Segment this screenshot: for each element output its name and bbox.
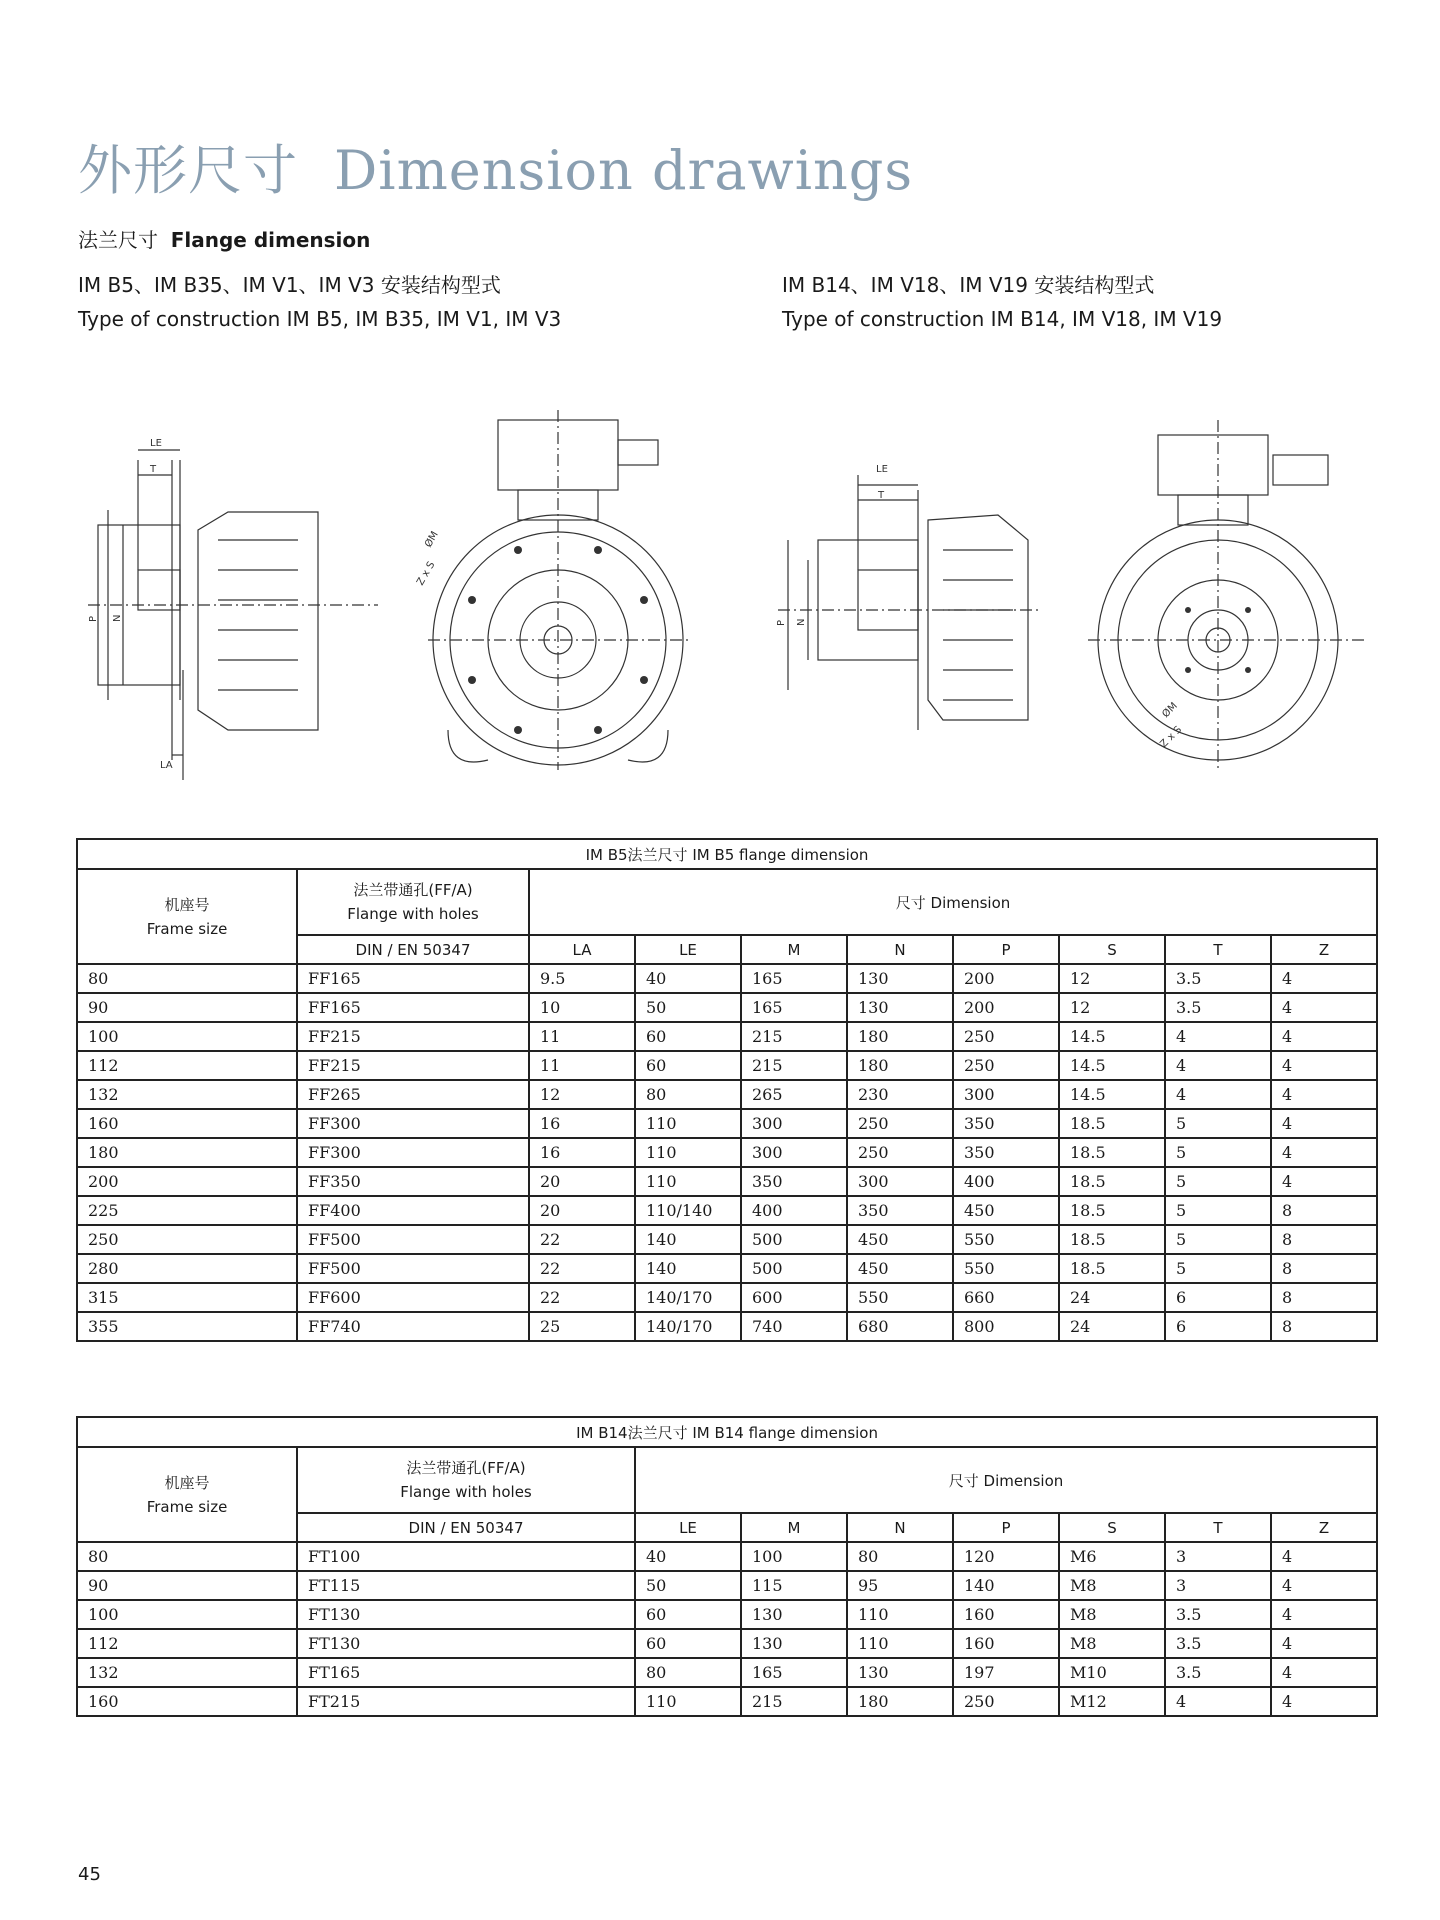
table-row <box>77 1022 1377 1051</box>
table-cell: FT130 <box>297 1629 635 1658</box>
table-cell: FF600 <box>297 1283 529 1312</box>
table-cell: 18.5 <box>1059 1109 1165 1138</box>
table-cell: 12 <box>529 1080 635 1109</box>
table-cell: 3.5 <box>1165 1658 1271 1687</box>
table-cell: 9.5 <box>529 964 635 993</box>
table-cell: 110 <box>635 1109 741 1138</box>
table-cell: 180 <box>847 1687 953 1716</box>
b5-side-view <box>78 400 398 780</box>
table-cell: 22 <box>529 1254 635 1283</box>
table-row <box>77 964 1377 993</box>
b14-front-view <box>1078 400 1378 780</box>
table-cell: 4 <box>1271 993 1377 1022</box>
label-le-b14: LE <box>876 464 888 475</box>
table-cell: 24 <box>1059 1283 1165 1312</box>
table-cell: 130 <box>847 964 953 993</box>
b14-flange-header <box>297 1447 635 1513</box>
b14-frame-size-header <box>77 1447 297 1542</box>
table-cell: 50 <box>635 993 741 1022</box>
table-row <box>77 1629 1377 1658</box>
table-cell: 4 <box>1271 1109 1377 1138</box>
table-cell: 300 <box>953 1080 1059 1109</box>
table-cell: 110/140 <box>635 1196 741 1225</box>
column-header: N <box>847 935 953 964</box>
page-title <box>78 128 913 205</box>
table-cell: 130 <box>847 1658 953 1687</box>
table-cell: FF500 <box>297 1254 529 1283</box>
table-row <box>77 1571 1377 1600</box>
table-cell: 22 <box>529 1283 635 1312</box>
table-cell: 140/170 <box>635 1283 741 1312</box>
table-cell: 22 <box>529 1225 635 1254</box>
table-cell: 250 <box>953 1051 1059 1080</box>
column-header: LE <box>635 1513 741 1542</box>
label-t-b14: T <box>878 490 885 501</box>
table-row <box>77 1225 1377 1254</box>
table-cell: 215 <box>741 1022 847 1051</box>
table-cell: 5 <box>1165 1196 1271 1225</box>
table-cell: FF350 <box>297 1167 529 1196</box>
b5-frame-size-header <box>77 869 297 964</box>
table-cell: FF165 <box>297 993 529 1022</box>
table-cell: 100 <box>77 1600 297 1629</box>
construction-left <box>78 268 561 336</box>
table-cell: 60 <box>635 1600 741 1629</box>
table-cell: 500 <box>741 1225 847 1254</box>
table-cell: 112 <box>77 1051 297 1080</box>
table-cell: 12 <box>1059 964 1165 993</box>
table-cell: 3.5 <box>1165 993 1271 1022</box>
column-header: T <box>1165 935 1271 964</box>
table-cell: 800 <box>953 1312 1059 1341</box>
table-cell: 140 <box>635 1225 741 1254</box>
table-row <box>77 1196 1377 1225</box>
table-cell: 500 <box>741 1254 847 1283</box>
table-cell: M8 <box>1059 1571 1165 1600</box>
table-cell: 350 <box>847 1196 953 1225</box>
table-cell: 6 <box>1165 1312 1271 1341</box>
b5-dimension-header: 尺寸 Dimension <box>529 869 1377 935</box>
table-cell: 20 <box>529 1167 635 1196</box>
table-cell: 130 <box>847 993 953 1022</box>
dimension-drawings <box>78 400 1378 780</box>
table-cell: 300 <box>847 1167 953 1196</box>
b14-flange-en: Flange with holes <box>400 1483 532 1501</box>
table-row <box>77 1109 1377 1138</box>
page-number: 45 <box>78 1864 101 1885</box>
table-cell: 90 <box>77 993 297 1022</box>
label-zs-b5: Z x S <box>415 559 438 588</box>
table-cell: 110 <box>635 1687 741 1716</box>
label-la-b5: LA <box>160 760 173 771</box>
column-header: LE <box>635 935 741 964</box>
table-cell: 4 <box>1271 1138 1377 1167</box>
b5-flange-table <box>76 838 1378 1342</box>
table-cell: 110 <box>847 1600 953 1629</box>
table-cell: 250 <box>847 1109 953 1138</box>
column-header: P <box>953 935 1059 964</box>
table-cell: 18.5 <box>1059 1196 1165 1225</box>
table-cell: 250 <box>953 1687 1059 1716</box>
table-cell: 200 <box>77 1167 297 1196</box>
table-cell: 16 <box>529 1138 635 1167</box>
table-cell: FF500 <box>297 1225 529 1254</box>
table-cell: 740 <box>741 1312 847 1341</box>
table-cell: 5 <box>1165 1254 1271 1283</box>
table-cell: 25 <box>529 1312 635 1341</box>
table-cell: FT115 <box>297 1571 635 1600</box>
table-cell: 315 <box>77 1283 297 1312</box>
table-cell: 215 <box>741 1051 847 1080</box>
table-cell: 215 <box>741 1687 847 1716</box>
table-row <box>77 1687 1377 1716</box>
construction-right <box>782 268 1222 336</box>
table-cell: 80 <box>635 1658 741 1687</box>
label-zs-b14: Z x S <box>1158 724 1185 751</box>
table-cell: FF300 <box>297 1138 529 1167</box>
column-header: Z <box>1271 935 1377 964</box>
table-cell: 350 <box>953 1109 1059 1138</box>
table-cell: 24 <box>1059 1312 1165 1341</box>
table-cell: 80 <box>635 1080 741 1109</box>
construction-left-cn: IM B5、IM B35、IM V1、IM V3 安装结构型式 <box>78 273 501 297</box>
table-cell: 225 <box>77 1196 297 1225</box>
table-cell: FF740 <box>297 1312 529 1341</box>
label-n-b5: N <box>112 614 123 622</box>
table-cell: 5 <box>1165 1167 1271 1196</box>
table-row <box>77 1167 1377 1196</box>
table-cell: 200 <box>953 993 1059 1022</box>
table-cell: 180 <box>77 1138 297 1167</box>
table-cell: 250 <box>847 1138 953 1167</box>
table-cell: 40 <box>635 1542 741 1571</box>
table-cell: 8 <box>1271 1196 1377 1225</box>
table-cell: 110 <box>635 1167 741 1196</box>
table-cell: 14.5 <box>1059 1051 1165 1080</box>
table-cell: 4 <box>1165 1022 1271 1051</box>
table-cell: 112 <box>77 1629 297 1658</box>
table-cell: 250 <box>953 1022 1059 1051</box>
b14-frame-cn: 机座号 <box>164 1473 210 1492</box>
table-cell: 680 <box>847 1312 953 1341</box>
b14-frame-en: Frame size <box>146 1497 228 1516</box>
table-row <box>77 1051 1377 1080</box>
table-cell: FF400 <box>297 1196 529 1225</box>
table-cell: 250 <box>77 1225 297 1254</box>
table-cell: FF300 <box>297 1109 529 1138</box>
table-cell: 14.5 <box>1059 1080 1165 1109</box>
table-cell: 4 <box>1165 1080 1271 1109</box>
table-row <box>77 1080 1377 1109</box>
table-cell: FF265 <box>297 1080 529 1109</box>
table-cell: 450 <box>847 1254 953 1283</box>
b14-standard-header: DIN / EN 50347 <box>297 1513 635 1542</box>
label-m-b14: ØM <box>1160 700 1180 721</box>
table-cell: 550 <box>953 1254 1059 1283</box>
table-cell: 4 <box>1271 1022 1377 1051</box>
label-m-b5: ØM <box>423 529 441 550</box>
table-cell: M8 <box>1059 1629 1165 1658</box>
table-cell: 450 <box>847 1225 953 1254</box>
table-cell: 50 <box>635 1571 741 1600</box>
table-cell: M12 <box>1059 1687 1165 1716</box>
table-cell: 355 <box>77 1312 297 1341</box>
b5-table-caption: IM B5法兰尺寸 IM B5 flange dimension <box>77 839 1377 869</box>
table-cell: 660 <box>953 1283 1059 1312</box>
table-cell: M8 <box>1059 1600 1165 1629</box>
table-cell: 197 <box>953 1658 1059 1687</box>
b14-flange-cn: 法兰带通孔(FF/A) <box>406 1459 526 1477</box>
table-row <box>77 1600 1377 1629</box>
table-cell: FT215 <box>297 1687 635 1716</box>
table-cell: 8 <box>1271 1283 1377 1312</box>
table-cell: 3 <box>1165 1542 1271 1571</box>
table-cell: 18.5 <box>1059 1138 1165 1167</box>
table-cell: 4 <box>1271 1629 1377 1658</box>
label-p-b5: P <box>88 615 99 622</box>
table-cell: M6 <box>1059 1542 1165 1571</box>
table-cell: 6 <box>1165 1283 1271 1312</box>
table-cell: 140/170 <box>635 1312 741 1341</box>
table-cell: 600 <box>741 1283 847 1312</box>
table-cell: 160 <box>77 1687 297 1716</box>
table-cell: 140 <box>635 1254 741 1283</box>
table-cell: 165 <box>741 1658 847 1687</box>
construction-right-en: Type of construction IM B14, IM V18, IM V19 <box>782 307 1223 331</box>
table-cell: 8 <box>1271 1312 1377 1341</box>
table-cell: 8 <box>1271 1254 1377 1283</box>
table-cell: 230 <box>847 1080 953 1109</box>
table-cell: 4 <box>1271 1658 1377 1687</box>
section-subtitle <box>78 224 370 253</box>
table-cell: 4 <box>1271 1542 1377 1571</box>
table-cell: 110 <box>635 1138 741 1167</box>
table-cell: 18.5 <box>1059 1225 1165 1254</box>
column-header: S <box>1059 935 1165 964</box>
table-cell: 115 <box>741 1571 847 1600</box>
table-cell: 5 <box>1165 1138 1271 1167</box>
table-cell: 400 <box>741 1196 847 1225</box>
table-cell: 95 <box>847 1571 953 1600</box>
table-cell: 550 <box>847 1283 953 1312</box>
table-cell: 60 <box>635 1022 741 1051</box>
label-p-b14: P <box>776 619 787 626</box>
b14-dimension-header: 尺寸 Dimension <box>635 1447 1377 1513</box>
table-cell: 11 <box>529 1022 635 1051</box>
table-cell: 4 <box>1271 1687 1377 1716</box>
table-row <box>77 993 1377 1022</box>
table-cell: 90 <box>77 1571 297 1600</box>
table-cell: 4 <box>1271 1080 1377 1109</box>
construction-left-en: Type of construction IM B5, IM B35, IM V1, IM V3 <box>78 307 562 331</box>
table-cell: 4 <box>1271 964 1377 993</box>
table-cell: 350 <box>953 1138 1059 1167</box>
table-cell: 180 <box>847 1051 953 1080</box>
table-cell: 12 <box>1059 993 1165 1022</box>
table-cell: 132 <box>77 1658 297 1687</box>
table-cell: 16 <box>529 1109 635 1138</box>
table-cell: 120 <box>953 1542 1059 1571</box>
table-cell: 280 <box>77 1254 297 1283</box>
b14-table-body <box>77 1542 1377 1716</box>
table-cell: 100 <box>77 1022 297 1051</box>
table-row <box>77 1254 1377 1283</box>
table-cell: 80 <box>847 1542 953 1571</box>
page-title-en: Dimension drawings <box>334 139 914 202</box>
table-cell: 3.5 <box>1165 1629 1271 1658</box>
table-cell: 5 <box>1165 1109 1271 1138</box>
table-row <box>77 1658 1377 1687</box>
column-header: T <box>1165 1513 1271 1542</box>
b5-flange-header <box>297 869 529 935</box>
subtitle-en: Flange dimension <box>170 228 371 252</box>
table-cell: 160 <box>77 1109 297 1138</box>
table-cell: 4 <box>1271 1600 1377 1629</box>
column-header: M <box>741 1513 847 1542</box>
table-cell: 165 <box>741 964 847 993</box>
table-cell: 18.5 <box>1059 1254 1165 1283</box>
b5-frame-cn: 机座号 <box>164 895 210 914</box>
table-cell: FT165 <box>297 1658 635 1687</box>
table-cell: 140 <box>953 1571 1059 1600</box>
table-cell: 130 <box>741 1629 847 1658</box>
b5-table-body <box>77 964 1377 1341</box>
table-cell: 300 <box>741 1138 847 1167</box>
table-cell: 200 <box>953 964 1059 993</box>
table-cell: FF215 <box>297 1022 529 1051</box>
b5-frame-en: Frame size <box>146 919 228 938</box>
table-cell: FF165 <box>297 964 529 993</box>
table-cell: 11 <box>529 1051 635 1080</box>
column-header: N <box>847 1513 953 1542</box>
table-cell: FF215 <box>297 1051 529 1080</box>
b5-front-view <box>408 400 698 780</box>
table-cell: 130 <box>741 1600 847 1629</box>
table-cell: 60 <box>635 1629 741 1658</box>
table-cell: 165 <box>741 993 847 1022</box>
column-header: M <box>741 935 847 964</box>
column-header: LA <box>529 935 635 964</box>
table-cell: M10 <box>1059 1658 1165 1687</box>
table-cell: 550 <box>953 1225 1059 1254</box>
table-row <box>77 1283 1377 1312</box>
column-header: S <box>1059 1513 1165 1542</box>
table-cell: 10 <box>529 993 635 1022</box>
table-cell: 132 <box>77 1080 297 1109</box>
table-cell: 8 <box>1271 1225 1377 1254</box>
table-cell: 400 <box>953 1167 1059 1196</box>
table-cell: 40 <box>635 964 741 993</box>
table-cell: 100 <box>741 1542 847 1571</box>
table-cell: 160 <box>953 1629 1059 1658</box>
table-cell: 4 <box>1271 1167 1377 1196</box>
table-cell: 20 <box>529 1196 635 1225</box>
table-cell: 160 <box>953 1600 1059 1629</box>
table-cell: 14.5 <box>1059 1022 1165 1051</box>
b5-flange-en: Flange with holes <box>347 905 479 923</box>
table-row <box>77 1138 1377 1167</box>
table-cell: 4 <box>1271 1051 1377 1080</box>
b5-standard-header: DIN / EN 50347 <box>297 935 529 964</box>
table-cell: 450 <box>953 1196 1059 1225</box>
table-cell: 4 <box>1271 1571 1377 1600</box>
label-t-b5: T <box>150 464 157 475</box>
table-cell: FT130 <box>297 1600 635 1629</box>
table-cell: 300 <box>741 1109 847 1138</box>
page-title-cn: 外形尺寸 <box>78 139 298 202</box>
table-cell: 18.5 <box>1059 1167 1165 1196</box>
table-cell: FT100 <box>297 1542 635 1571</box>
column-header: Z <box>1271 1513 1377 1542</box>
table-cell: 3.5 <box>1165 1600 1271 1629</box>
b14-flange-table <box>76 1416 1378 1717</box>
table-cell: 5 <box>1165 1225 1271 1254</box>
table-cell: 80 <box>77 1542 297 1571</box>
b14-side-view <box>768 400 1048 780</box>
construction-right-cn: IM B14、IM V18、IM V19 安装结构型式 <box>782 273 1155 297</box>
table-cell: 265 <box>741 1080 847 1109</box>
table-cell: 60 <box>635 1051 741 1080</box>
table-cell: 3 <box>1165 1571 1271 1600</box>
table-cell: 4 <box>1165 1051 1271 1080</box>
subtitle-cn: 法兰尺寸 <box>78 228 158 252</box>
table-cell: 350 <box>741 1167 847 1196</box>
b5-flange-cn: 法兰带通孔(FF/A) <box>353 881 473 899</box>
table-cell: 3.5 <box>1165 964 1271 993</box>
table-row <box>77 1542 1377 1571</box>
b14-table-caption: IM B14法兰尺寸 IM B14 flange dimension <box>77 1417 1377 1447</box>
column-header: P <box>953 1513 1059 1542</box>
label-le-b5: LE <box>150 438 162 449</box>
table-cell: 110 <box>847 1629 953 1658</box>
table-row <box>77 1312 1377 1341</box>
table-cell: 4 <box>1165 1687 1271 1716</box>
table-cell: 180 <box>847 1022 953 1051</box>
label-n-b14: N <box>796 618 807 626</box>
table-cell: 80 <box>77 964 297 993</box>
